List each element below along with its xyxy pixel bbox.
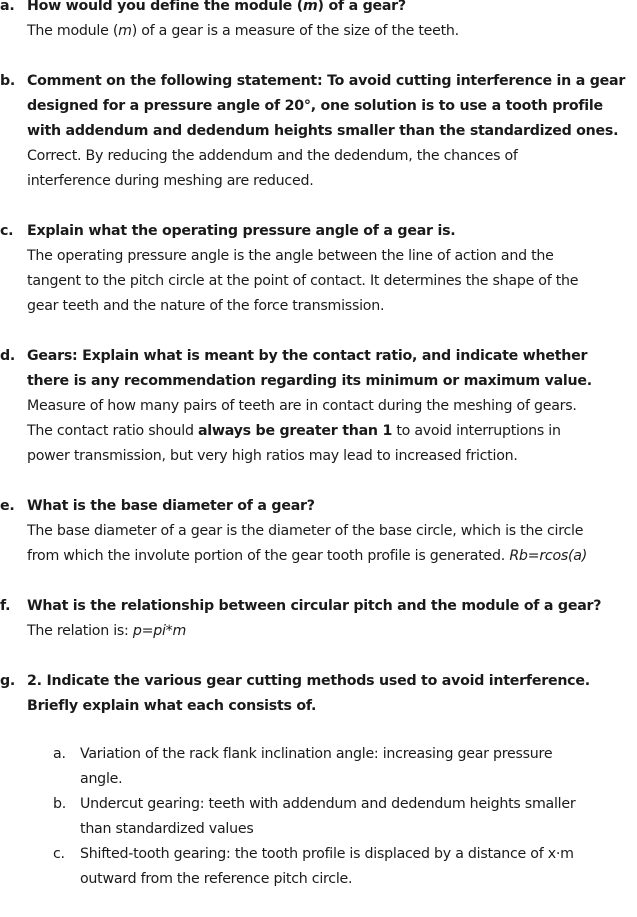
qa-item-d [0,344,637,469]
sub-letter: c. [53,846,65,862]
question-text: Comment on the following statement: To avoid cutting interference in a gear designed for a pressure angle of 20°, one solution is to use a tooth profile with addendum and dedendum heights smaller than the standardized ones. [27,73,626,139]
list-item [27,842,637,892]
answer-text: The base diameter of a gear is the diameter of the base circle, which is the circle from which the involute portion of the gear tooth profile is generated. Rb=rcos(a) [27,523,588,564]
list-item [27,742,637,792]
question-text: Explain what the operating pressure angle of a gear is. [27,223,456,239]
item-letter: d. [0,348,16,364]
question-text: 2. Indicate the various gear cutting methods used to avoid interference. Briefly explain what each consists of. [27,673,590,714]
item-letter: f. [0,598,11,614]
item-letter: b. [0,73,16,89]
sub-letter: b. [53,796,67,812]
answer-text: The operating pressure angle is the angle between the line of action and the tangent to the pitch circle at the point of contact. It determines the shape of the gear teeth and the nature of the force transmission. [27,248,579,314]
qa-item-g [0,669,637,892]
answer-text: Correct. By reducing the addendum and the dedendum, the chances of interference during meshing are reduced. [27,148,518,189]
answer-text: Measure of how many pairs of teeth are in contact during the meshing of gears. The contact ratio should always be greater than 1 to avoid interruptions in power transmission, but very high ratios may lead to increased friction. [27,398,577,464]
sub-text: Variation of the rack flank inclination angle: increasing gear pressure angle. [80,746,553,787]
list-item [27,792,637,842]
answer-text: The module (m) of a gear is a measure of the size of the teeth. [27,23,459,39]
sub-text: Undercut gearing: teeth with addendum and dedendum heights smaller than standardized values [80,796,576,837]
item-letter: g. [0,673,16,689]
method-list [27,742,637,892]
item-letter: e. [0,498,15,514]
qa-item-c [0,219,637,319]
question-text: Gears: Explain what is meant by the contact ratio, and indicate whether there is any recommendation regarding its minimum or maximum value. [27,348,592,389]
item-letter: c. [0,223,14,239]
answer-text: The relation is: p=pi*m [27,623,187,639]
question-text: What is the relationship between circular pitch and the module of a gear? [27,598,602,614]
question-text: What is the base diameter of a gear? [27,498,315,514]
qa-item-a [0,0,637,44]
qa-item-e [0,494,637,569]
sub-text: Shifted-tooth gearing: the tooth profile is displaced by a distance of x·m outward from the reference pitch circle. [80,846,574,887]
question-text: How would you define the module (m) of a gear? [27,0,406,14]
qa-item-f [0,594,637,644]
qa-item-b [0,69,637,194]
item-letter: a. [0,0,15,14]
sub-letter: a. [53,746,66,762]
